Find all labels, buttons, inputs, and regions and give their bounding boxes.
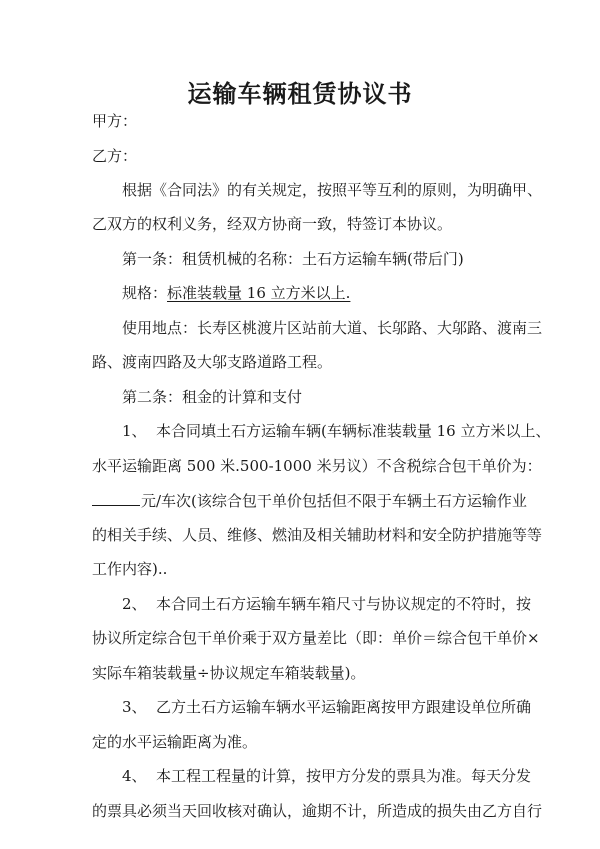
item-1-line-3 [92, 490, 527, 511]
document-title: 运输车辆租赁协议书 [187, 79, 413, 108]
intro-line-2: 乙双方的权利义务，经双方协商一致，特签订本协议。 [92, 215, 453, 233]
party-a-label: 甲方： [92, 112, 138, 130]
item-2-number: 2、 [122, 595, 147, 613]
item-1-line-5: 工作内容).. [92, 560, 168, 578]
spec-line [122, 283, 350, 303]
item-1-line-3-text: 元/车次(该综合包干单价包括但不限于车辆土石方运输作业 [141, 492, 527, 510]
item-1-line-2: 水平运输距离 500 米.500-1000 米另议）不含税综合包干单价为： [92, 457, 542, 475]
item-3-text: 乙方土石方运输车辆水平运输距离按甲方跟建设单位所确 [156, 698, 532, 716]
item-2-line-3: 实际车箱装载量÷协议规定车箱装载量)。 [92, 664, 366, 682]
item-1-text: 本合同填土石方运输车辆(车辆标准装载量 16 立方米以上、 [156, 422, 551, 440]
item-2-text: 本合同土石方运输车辆车箱尺寸与协议规定的不符时，按 [156, 595, 532, 613]
item-1-line-4: 的相关手续、人员、维修、燃油及相关辅助材料和安全防护措施等等 [92, 526, 543, 544]
intro-line-1: 根据《合同法》的有关规定，按照平等互利的原则，为明确甲、 [122, 181, 543, 199]
item-2-line-2: 协议所定综合包干单价乘于双方量差比（即：单价＝综合包干单价× [92, 629, 540, 647]
item-3-line-2: 定的水平运输距离为准。 [92, 733, 258, 751]
item-3-line-1 [122, 697, 531, 717]
item-4-text: 本工程工程量的计算，按甲方分发的票具为准。每天分发 [156, 767, 532, 785]
party-b-label: 乙方： [92, 147, 138, 165]
item-3-number: 3、 [122, 698, 147, 716]
item-2-line-1 [122, 594, 531, 614]
article-2-heading: 第二条：租金的计算和支付 [122, 388, 303, 406]
article-1-heading: 第一条：租赁机械的名称：土石方运输车辆(带后门) [122, 250, 464, 268]
item-4-number: 4、 [122, 767, 147, 785]
item-1-line-1 [122, 421, 550, 441]
location-line-1: 使用地点：长寿区桃渡片区站前大道、长邬路、大邬路、渡南三 [122, 319, 543, 337]
price-blank [92, 490, 140, 506]
spec-value: 标准装载量 16 立方米以上. [167, 284, 351, 302]
location-line-2: 路、渡南四路及大邬支路道路工程。 [92, 353, 333, 371]
spec-label: 规格： [122, 284, 168, 302]
item-1-number: 1、 [122, 422, 147, 440]
item-4-line-1 [122, 766, 531, 786]
item-4-line-2: 的票具必须当天回收核对确认，逾期不计，所造成的损失由乙方自行 [92, 802, 543, 820]
